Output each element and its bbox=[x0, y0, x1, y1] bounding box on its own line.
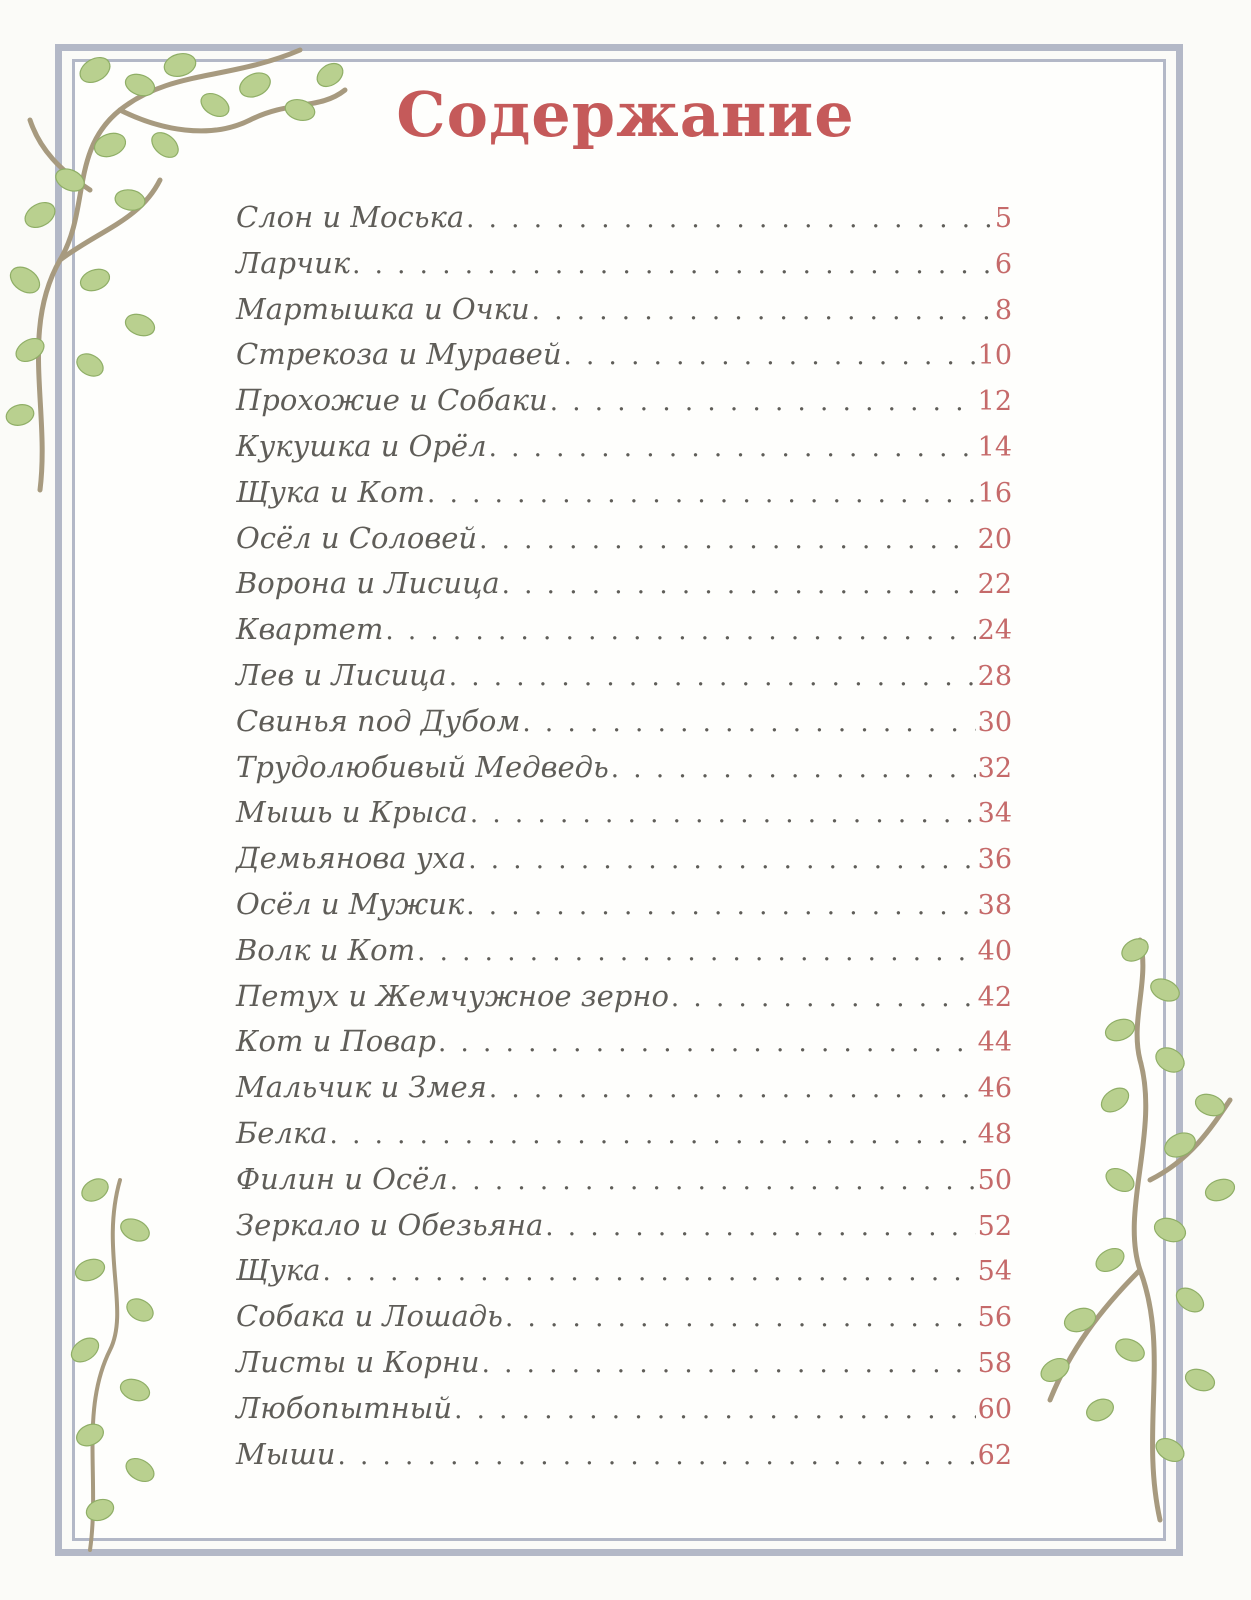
toc-entry-title: Свинья под Дубом bbox=[236, 703, 521, 738]
toc-entry[interactable] bbox=[236, 516, 1012, 562]
toc-entry-page-number: 40 bbox=[977, 935, 1012, 967]
toc-entry-title: Ларчик bbox=[236, 245, 351, 280]
toc-entry-page-number: 10 bbox=[977, 340, 1012, 372]
toc-entry-title: Осёл и Мужик bbox=[236, 886, 465, 921]
toc-entry-page-number: 14 bbox=[977, 431, 1012, 463]
toc-entry[interactable] bbox=[236, 470, 1012, 516]
toc-entry-title: Собака и Лошадь bbox=[236, 1299, 503, 1334]
toc-entry[interactable] bbox=[236, 1432, 1012, 1478]
toc-entry-page-number: 46 bbox=[977, 1073, 1012, 1105]
toc-entry-title: Слон и Моська bbox=[236, 200, 465, 234]
toc-dot-leader bbox=[417, 930, 976, 976]
toc-entry[interactable] bbox=[236, 745, 1012, 791]
toc-entry-title: Мартышка и Очки bbox=[236, 291, 530, 326]
toc-entry-title: Демьянова уха bbox=[236, 841, 467, 876]
toc-dot-leader bbox=[438, 1021, 976, 1067]
toc-entry-title: Петух и Жемчужное зерно bbox=[236, 978, 669, 1013]
table-of-contents bbox=[236, 195, 1012, 1477]
toc-entry-title: Кукушка и Орёл bbox=[236, 428, 487, 463]
toc-dot-leader bbox=[470, 792, 976, 838]
toc-entry-page-number: 48 bbox=[977, 1118, 1012, 1150]
toc-dot-leader bbox=[482, 1342, 976, 1388]
toc-dot-leader bbox=[466, 197, 993, 243]
toc-entry-page-number: 8 bbox=[994, 294, 1012, 326]
toc-dot-leader bbox=[671, 976, 976, 1022]
toc-dot-leader bbox=[550, 380, 976, 426]
toc-entry[interactable] bbox=[236, 287, 1012, 333]
toc-dot-leader bbox=[489, 1067, 976, 1113]
toc-entry-title: Мыши bbox=[236, 1436, 336, 1471]
toc-entry-title: Лев и Лисица bbox=[236, 657, 447, 692]
toc-entry-title: Листы и Корни bbox=[236, 1344, 480, 1379]
toc-entry-title: Кот и Повар bbox=[236, 1024, 436, 1059]
toc-entry[interactable] bbox=[236, 1203, 1012, 1249]
toc-entry[interactable] bbox=[236, 332, 1012, 378]
toc-entry[interactable] bbox=[236, 1248, 1012, 1294]
page-title: Содержание bbox=[396, 78, 855, 151]
toc-entry-title: Трудолюбивый Медведь bbox=[236, 749, 609, 784]
toc-entry-page-number: 56 bbox=[977, 1302, 1012, 1334]
toc-entry[interactable] bbox=[236, 653, 1012, 699]
toc-dot-leader bbox=[489, 426, 976, 472]
toc-entry[interactable] bbox=[236, 1294, 1012, 1340]
toc-dot-leader bbox=[330, 1113, 976, 1159]
toc-entry[interactable] bbox=[236, 1111, 1012, 1157]
toc-entry[interactable] bbox=[236, 1386, 1012, 1432]
toc-entry-page-number: 52 bbox=[977, 1210, 1012, 1242]
bottom-right-vine-illustration bbox=[1020, 930, 1251, 1530]
toc-entry[interactable] bbox=[236, 928, 1012, 974]
toc-dot-leader bbox=[466, 884, 975, 930]
toc-dot-leader bbox=[450, 1159, 976, 1205]
toc-entry[interactable] bbox=[236, 1019, 1012, 1065]
toc-entry-title: Щука и Кот bbox=[236, 474, 426, 509]
toc-entry[interactable] bbox=[236, 836, 1012, 882]
toc-entry-page-number: 54 bbox=[977, 1256, 1012, 1288]
toc-entry[interactable] bbox=[236, 1157, 1012, 1203]
toc-entry-page-number: 36 bbox=[977, 844, 1012, 876]
toc-entry[interactable] bbox=[236, 882, 1012, 928]
toc-dot-leader bbox=[323, 1250, 976, 1296]
toc-dot-leader bbox=[502, 563, 976, 609]
toc-entry-page-number: 12 bbox=[977, 386, 1012, 418]
toc-entry[interactable] bbox=[236, 607, 1012, 653]
toc-entry-page-number: 32 bbox=[977, 752, 1012, 784]
toc-entry-page-number: 42 bbox=[977, 981, 1012, 1013]
toc-entry[interactable] bbox=[236, 241, 1012, 287]
toc-entry-page-number: 6 bbox=[994, 248, 1012, 280]
toc-dot-leader bbox=[449, 655, 976, 701]
toc-entry-page-number: 20 bbox=[977, 523, 1012, 555]
toc-entry-page-number: 50 bbox=[977, 1164, 1012, 1196]
toc-entry[interactable] bbox=[236, 1065, 1012, 1111]
toc-entry-title: Щука bbox=[236, 1253, 321, 1288]
toc-dot-leader bbox=[454, 1388, 976, 1434]
toc-entry[interactable] bbox=[236, 790, 1012, 836]
toc-entry-page-number: 62 bbox=[977, 1439, 1012, 1471]
toc-entry-title: Осёл и Соловей bbox=[236, 520, 478, 555]
toc-entry[interactable] bbox=[236, 699, 1012, 745]
toc-dot-leader bbox=[522, 701, 975, 747]
toc-entry-page-number: 58 bbox=[977, 1347, 1012, 1379]
toc-entry-title: Зеркало и Обезьяна bbox=[236, 1207, 544, 1242]
toc-dot-leader bbox=[545, 1205, 975, 1251]
toc-dot-leader bbox=[564, 334, 976, 380]
toc-entry-title: Ворона и Лисица bbox=[236, 566, 500, 601]
toc-entry-title: Квартет bbox=[236, 612, 384, 647]
bottom-left-vine-illustration bbox=[60, 1160, 170, 1560]
toc-entry-page-number: 60 bbox=[977, 1393, 1012, 1425]
toc-entry-title: Волк и Кот bbox=[236, 932, 416, 967]
toc-entry-page-number: 34 bbox=[977, 798, 1012, 830]
toc-entry-title: Стрекоза и Муравей bbox=[236, 337, 562, 372]
toc-entry-title: Любопытный bbox=[236, 1390, 453, 1425]
toc-dot-leader bbox=[532, 289, 993, 335]
toc-entry[interactable] bbox=[236, 1340, 1012, 1386]
toc-entry-page-number: 44 bbox=[977, 1027, 1012, 1059]
toc-entry-title: Прохожие и Собаки bbox=[236, 383, 548, 418]
toc-dot-leader bbox=[479, 518, 976, 564]
toc-entry[interactable] bbox=[236, 195, 1012, 241]
toc-entry-page-number: 24 bbox=[977, 615, 1012, 647]
toc-entry-title: Филин и Осёл bbox=[236, 1161, 448, 1196]
toc-entry-page-number: 22 bbox=[977, 569, 1012, 601]
toc-entry-page-number: 16 bbox=[977, 477, 1012, 509]
toc-entry[interactable] bbox=[236, 974, 1012, 1020]
toc-entry[interactable] bbox=[236, 378, 1012, 424]
toc-entry-title: Мышь и Крыса bbox=[236, 795, 468, 830]
toc-entry-title: Белка bbox=[236, 1115, 328, 1150]
toc-dot-leader bbox=[385, 609, 975, 655]
toc-dot-leader bbox=[468, 838, 975, 884]
toc-dot-leader bbox=[505, 1296, 976, 1342]
toc-dot-leader bbox=[337, 1434, 975, 1480]
toc-entry-page-number: 5 bbox=[994, 203, 1012, 234]
toc-entry-page-number: 28 bbox=[977, 660, 1012, 692]
toc-entry[interactable] bbox=[236, 561, 1012, 607]
toc-dot-leader bbox=[611, 747, 976, 793]
toc-entry-page-number: 30 bbox=[977, 706, 1012, 738]
toc-entry[interactable] bbox=[236, 424, 1012, 470]
toc-entry-page-number: 38 bbox=[977, 889, 1012, 921]
toc-entry-title: Мальчик и Змея bbox=[236, 1070, 487, 1105]
toc-dot-leader bbox=[352, 243, 993, 289]
toc-dot-leader bbox=[427, 472, 976, 518]
